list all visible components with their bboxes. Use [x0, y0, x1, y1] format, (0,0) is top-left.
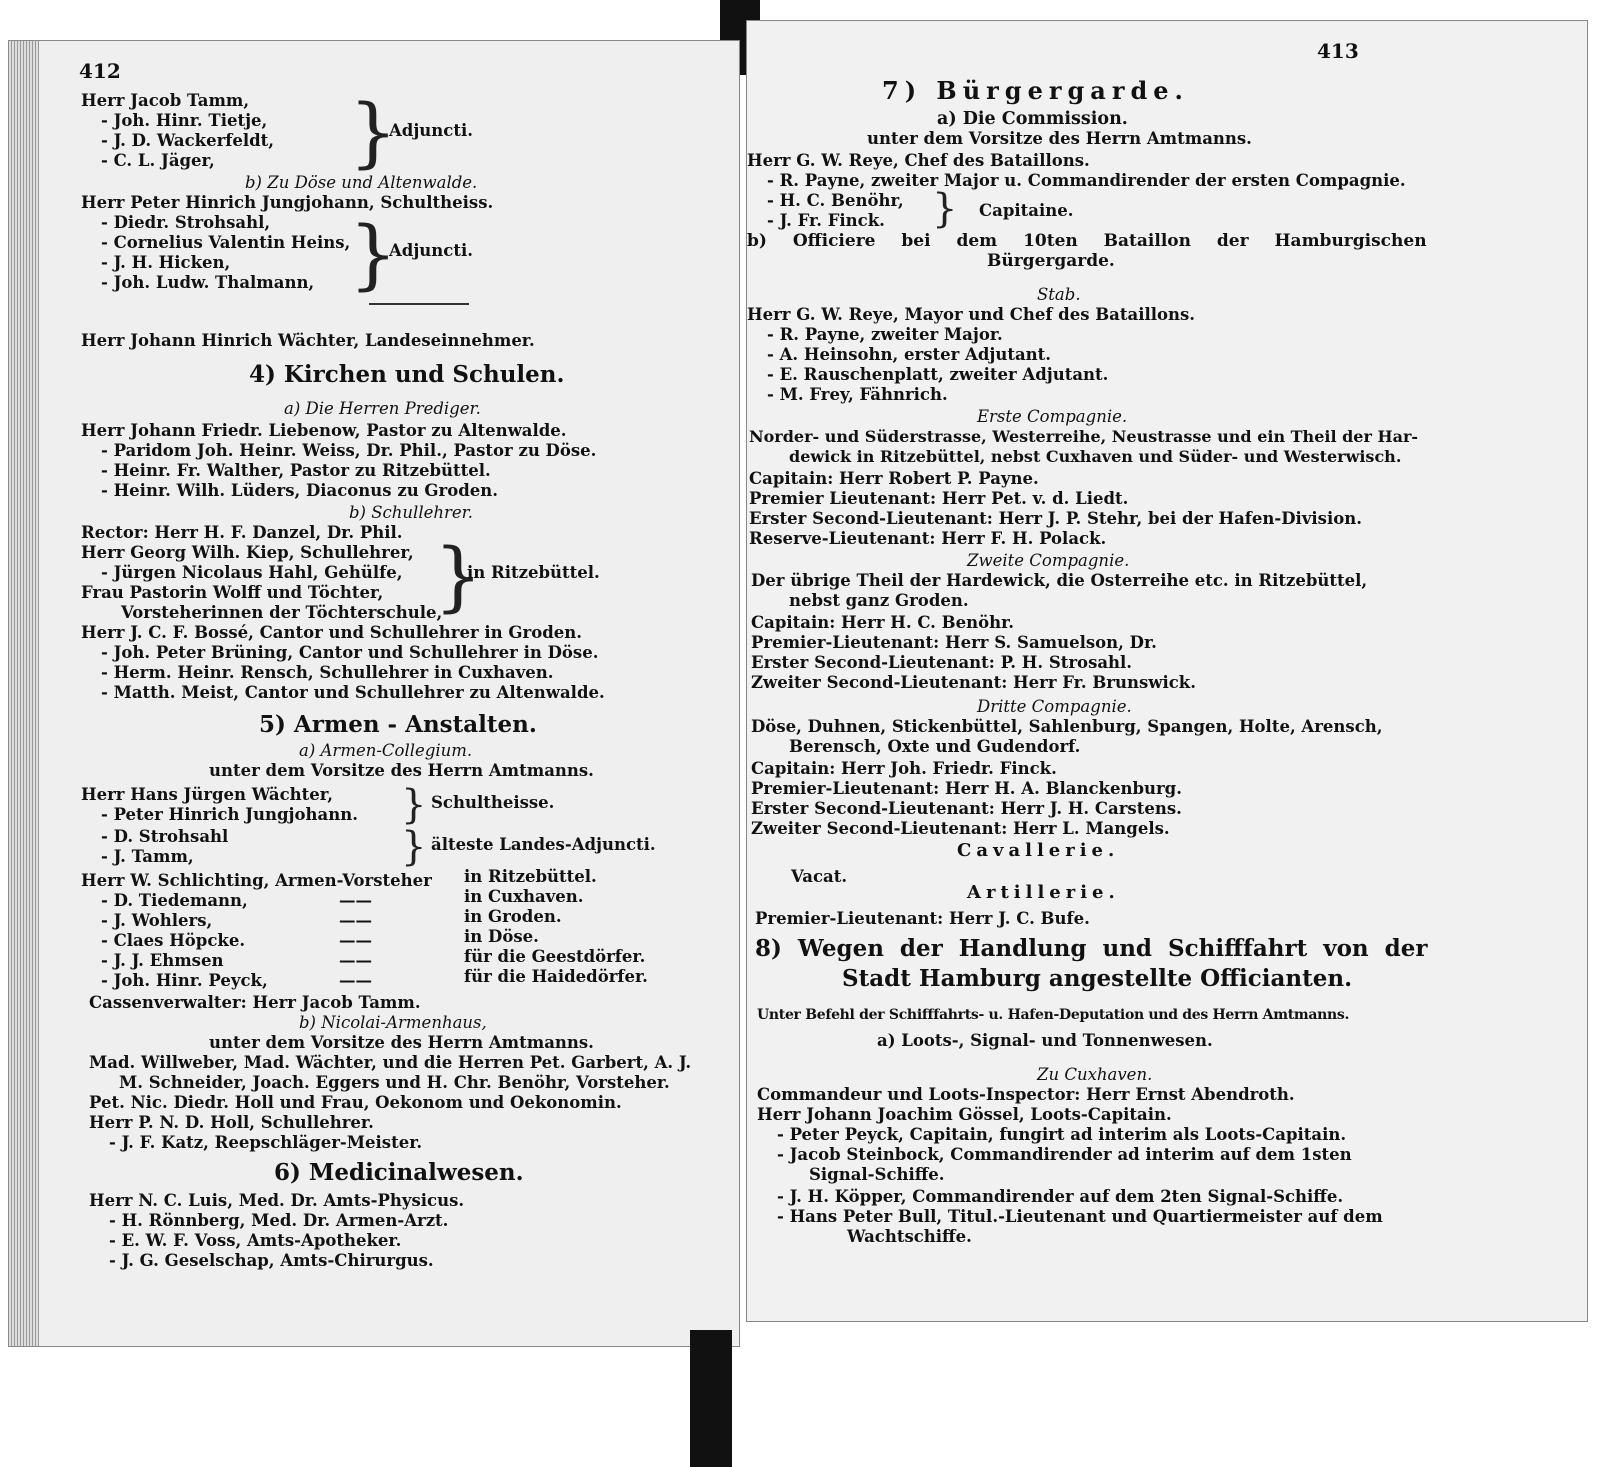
section-heading: 8) Wegen der Handlung und Schifffahrt von der — [755, 935, 1428, 962]
text-line: Unter Befehl der Schifffahrts- u. Hafen-Deputation und des Herrn Amtmanns. — [757, 1007, 1350, 1023]
text-line: Norder- und Süderstrasse, Westerreihe, Neustrasse und ein Theil der Har- — [749, 427, 1419, 446]
text-line: Capitain: Herr H. C. Benöhr. — [751, 613, 1015, 632]
text-line: Zweiter Second-Lieutenant: Herr L. Mangels. — [751, 819, 1170, 838]
text-line: Premier Lieutenant: Herr Pet. v. d. Liedt. — [749, 489, 1129, 508]
text-line: - H. C. Benöhr, — [767, 191, 904, 210]
text-line: - C. L. Jäger, — [101, 151, 215, 170]
text-line: unter dem Vorsitze des Herrn Amtmanns. — [209, 761, 594, 780]
text-line: Adjuncti. — [389, 121, 473, 140]
text-line: Capitain: Herr Joh. Friedr. Finck. — [751, 759, 1057, 778]
text-line: Herr Peter Hinrich Jungjohann, Schultheiss. — [81, 193, 494, 212]
ditto-mark: —— — [339, 951, 372, 970]
subheading: Cavallerie. — [957, 840, 1120, 861]
text-line: Adjuncti. — [389, 241, 473, 260]
subheading: b) Schullehrer. — [349, 503, 473, 522]
text-line: älteste Landes-Adjuncti. — [431, 835, 656, 854]
text-line: Zweiter Second-Lieutenant: Herr Fr. Brunswick. — [751, 673, 1196, 692]
text-line: - Joh. Hinr. Peyck, — [101, 971, 268, 990]
text-line: - Herm. Heinr. Rensch, Schullehrer in Cuxhaven. — [101, 663, 554, 682]
text-line: Herr Jacob Tamm, — [81, 91, 250, 110]
text-line: Herr Johann Friedr. Liebenow, Pastor zu Altenwalde. — [81, 421, 567, 440]
text-line: b) Officiere bei dem 10ten Bataillon der Hamburgischen — [747, 231, 1427, 251]
text-line: Pet. Nic. Diedr. Holl und Frau, Oekonom und Oekonomin. — [89, 1093, 622, 1112]
text-line: - Peter Hinrich Jungjohann. — [101, 805, 358, 824]
page-edges — [9, 41, 39, 1346]
text-line: in Ritzebüttel. — [467, 563, 600, 582]
text-line: - D. Tiedemann, — [101, 891, 248, 910]
text-line: - Paridom Joh. Heinr. Weiss, Dr. Phil., Pastor zu Döse. — [101, 441, 597, 460]
subheading: b) Nicolai-Armenhaus, — [299, 1013, 487, 1032]
left-page — [8, 40, 740, 1347]
text-line: Der übrige Theil der Hardewick, die Osterreihe etc. in Ritzebüttel, — [751, 571, 1368, 590]
text-line: für die Haidedörfer. — [464, 967, 648, 986]
text-line: - J. G. Geselschap, Amts-Chirurgus. — [109, 1251, 434, 1270]
text-line: Rector: Herr H. F. Danzel, Dr. Phil. — [81, 523, 403, 542]
text-line: - J. H. Hicken, — [101, 253, 231, 272]
text-line: - J. J. Ehmsen — [101, 951, 224, 970]
text-line: - Joh. Peter Brüning, Cantor und Schullehrer in Döse. — [101, 643, 599, 662]
brace: } — [349, 87, 398, 176]
text-line: - Joh. Hinr. Tietje, — [101, 111, 268, 130]
text-line: Frau Pastorin Wolff und Töchter, — [81, 583, 384, 602]
text-line: Premier-Lieutenant: Herr H. A. Blanckenburg. — [751, 779, 1182, 798]
brace: } — [349, 209, 398, 298]
ditto-mark: —— — [339, 891, 372, 910]
text-line: unter dem Vorsitze des Herrn Amtmanns. — [867, 129, 1252, 148]
text-line: - J. Tamm, — [101, 847, 194, 866]
text-line: Capitaine. — [979, 201, 1074, 220]
subheading: Artillerie. — [967, 882, 1120, 903]
text-line: in Ritzebüttel. — [464, 867, 597, 886]
text-line: - J. H. Köpper, Commandirender auf dem 2ten Signal-Schiffe. — [777, 1187, 1344, 1206]
text-line: Herr J. C. F. Bossé, Cantor und Schullehrer in Groden. — [81, 623, 582, 642]
right-page — [746, 20, 1588, 1322]
text-line: - Matth. Meist, Cantor und Schullehrer zu Altenwalde. — [101, 683, 605, 702]
text-line: - Jürgen Nicolaus Hahl, Gehülfe, — [101, 563, 403, 582]
text-line: in Groden. — [464, 907, 562, 926]
text-line: M. Schneider, Joach. Eggers und H. Chr. Benöhr, Vorsteher. — [119, 1073, 670, 1092]
section-heading: 4) Kirchen und Schulen. — [249, 361, 565, 388]
text-line: - J. D. Wackerfeldt, — [101, 131, 275, 150]
text-line: Signal-Schiffe. — [809, 1165, 945, 1184]
text-line: - Diedr. Strohsahl, — [101, 213, 271, 232]
divider — [369, 303, 469, 305]
text-line: Herr N. C. Luis, Med. Dr. Amts-Physicus. — [89, 1191, 465, 1210]
text-line: Erster Second-Lieutenant: P. H. Strosahl. — [751, 653, 1133, 672]
brace: } — [401, 782, 427, 828]
text-line: - Jacob Steinbock, Commandirender ad interim auf dem 1sten — [777, 1145, 1352, 1164]
brace: } — [434, 531, 483, 620]
text-line: Vacat. — [791, 867, 848, 886]
text-line: Herr Georg Wilh. Kiep, Schullehrer, — [81, 543, 414, 562]
text-line: Bürgergarde. — [987, 251, 1115, 271]
subheading: a) Die Commission. — [937, 109, 1128, 129]
subheading: Zweite Compagnie. — [967, 551, 1130, 570]
section-heading: 6) Medicinalwesen. — [274, 1159, 524, 1186]
text-line: Herr G. W. Reye, Chef des Bataillons. — [747, 151, 1090, 170]
text-line: Berensch, Oxte und Gudendorf. — [789, 737, 1081, 756]
section-heading: Stadt Hamburg angestellte Officianten. — [842, 965, 1353, 992]
subheading: b) Zu Döse und Altenwalde. — [245, 173, 478, 192]
brace: } — [932, 186, 958, 232]
binding-strip-bottom — [690, 1330, 732, 1467]
text-line: Herr P. N. D. Holl, Schullehrer. — [89, 1113, 374, 1132]
page-number: 413 — [1317, 39, 1359, 63]
text-line: in Döse. — [464, 927, 539, 946]
page-number: 412 — [79, 59, 121, 83]
text-line: für die Geestdörfer. — [464, 947, 646, 966]
text-line: - Claes Höpcke. — [101, 931, 246, 950]
text-line: - Cornelius Valentin Heins, — [101, 233, 351, 252]
text-line: - Hans Peter Bull, Titul.-Lieutenant und Quartiermeister auf dem — [777, 1207, 1383, 1226]
text-line: - R. Payne, zweiter Major. — [767, 325, 1003, 344]
text-line: - D. Strohsahl — [101, 827, 229, 846]
text-line: Herr Johann Joachim Gössel, Loots-Capitain. — [757, 1105, 1172, 1124]
subheading: Erste Compagnie. — [977, 407, 1128, 426]
text-line: Herr Hans Jürgen Wächter, — [81, 785, 333, 804]
section-heading: 5) Armen - Anstalten. — [259, 711, 537, 738]
subheading: Dritte Compagnie. — [977, 697, 1132, 716]
text-line: Capitain: Herr Robert P. Payne. — [749, 469, 1039, 488]
text-line: Premier-Lieutenant: Herr J. C. Bufe. — [755, 909, 1090, 928]
text-line: Wachtschiffe. — [847, 1227, 972, 1246]
section-heading: 7) Bürgergarde. — [882, 76, 1189, 105]
text-line: - Heinr. Wilh. Lüders, Diaconus zu Groden. — [101, 481, 498, 500]
text-line: Herr Johann Hinrich Wächter, Landeseinnehmer. — [81, 331, 535, 350]
subheading: a) Armen-Collegium. — [299, 741, 473, 760]
text-line: - J. Wohlers, — [101, 911, 213, 930]
text-line: Döse, Duhnen, Stickenbüttel, Sahlenburg, Spangen, Holte, Arensch, — [751, 717, 1383, 736]
text-line: dewick in Ritzebüttel, nebst Cuxhaven und Süder- und Westerwisch. — [789, 447, 1402, 466]
text-line: Mad. Willweber, Mad. Wächter, und die Herren Pet. Garbert, A. J. — [89, 1053, 692, 1072]
ditto-mark: —— — [339, 931, 372, 950]
text-line: Herr W. Schlichting, Armen-Vorsteher — [81, 871, 432, 890]
text-line: Vorsteherinnen der Töchterschule, — [121, 603, 443, 622]
text-line: - A. Heinsohn, erster Adjutant. — [767, 345, 1052, 364]
text-line: - J. Fr. Finck. — [767, 211, 885, 230]
text-line: - E. W. F. Voss, Amts-Apotheker. — [109, 1231, 402, 1250]
text-line: - R. Payne, zweiter Major u. Commandirender der ersten Compagnie. — [767, 171, 1406, 190]
subheading: a) Die Herren Prediger. — [284, 399, 481, 418]
brace: } — [401, 824, 427, 870]
text-line: unter dem Vorsitze des Herrn Amtmanns. — [209, 1033, 594, 1052]
subheading: Zu Cuxhaven. — [1037, 1065, 1153, 1084]
text-line: Premier-Lieutenant: Herr S. Samuelson, Dr. — [751, 633, 1157, 652]
text-line: - J. F. Katz, Reepschläger-Meister. — [109, 1133, 423, 1152]
text-line: Erster Second-Lieutenant: Herr J. H. Carstens. — [751, 799, 1182, 818]
text-line: Reserve-Lieutenant: Herr F. H. Polack. — [749, 529, 1107, 548]
text-line: Herr G. W. Reye, Mayor und Chef des Bataillons. — [747, 305, 1196, 324]
text-line: - E. Rauschenplatt, zweiter Adjutant. — [767, 365, 1109, 384]
text-line: - H. Rönnberg, Med. Dr. Armen-Arzt. — [109, 1211, 449, 1230]
text-line: - M. Frey, Fähnrich. — [767, 385, 948, 404]
text-line: - Peter Peyck, Capitain, fungirt ad interim als Loots-Capitain. — [777, 1125, 1347, 1144]
text-line: - Heinr. Fr. Walther, Pastor zu Ritzebüttel. — [101, 461, 491, 480]
text-line: Cassenverwalter: Herr Jacob Tamm. — [89, 993, 421, 1012]
text-line: Commandeur und Loots-Inspector: Herr Ernst Abendroth. — [757, 1085, 1295, 1104]
text-line: Schultheisse. — [431, 793, 555, 812]
ditto-mark: —— — [339, 971, 372, 990]
ditto-mark: —— — [339, 911, 372, 930]
text-line: Erster Second-Lieutenant: Herr J. P. Stehr, bei der Hafen-Division. — [749, 509, 1362, 528]
text-line: in Cuxhaven. — [464, 887, 584, 906]
subheading: a) Loots-, Signal- und Tonnenwesen. — [877, 1031, 1213, 1050]
subheading: Stab. — [1037, 285, 1081, 304]
text-line: nebst ganz Groden. — [789, 591, 969, 610]
text-line: - Joh. Ludw. Thalmann, — [101, 273, 315, 292]
